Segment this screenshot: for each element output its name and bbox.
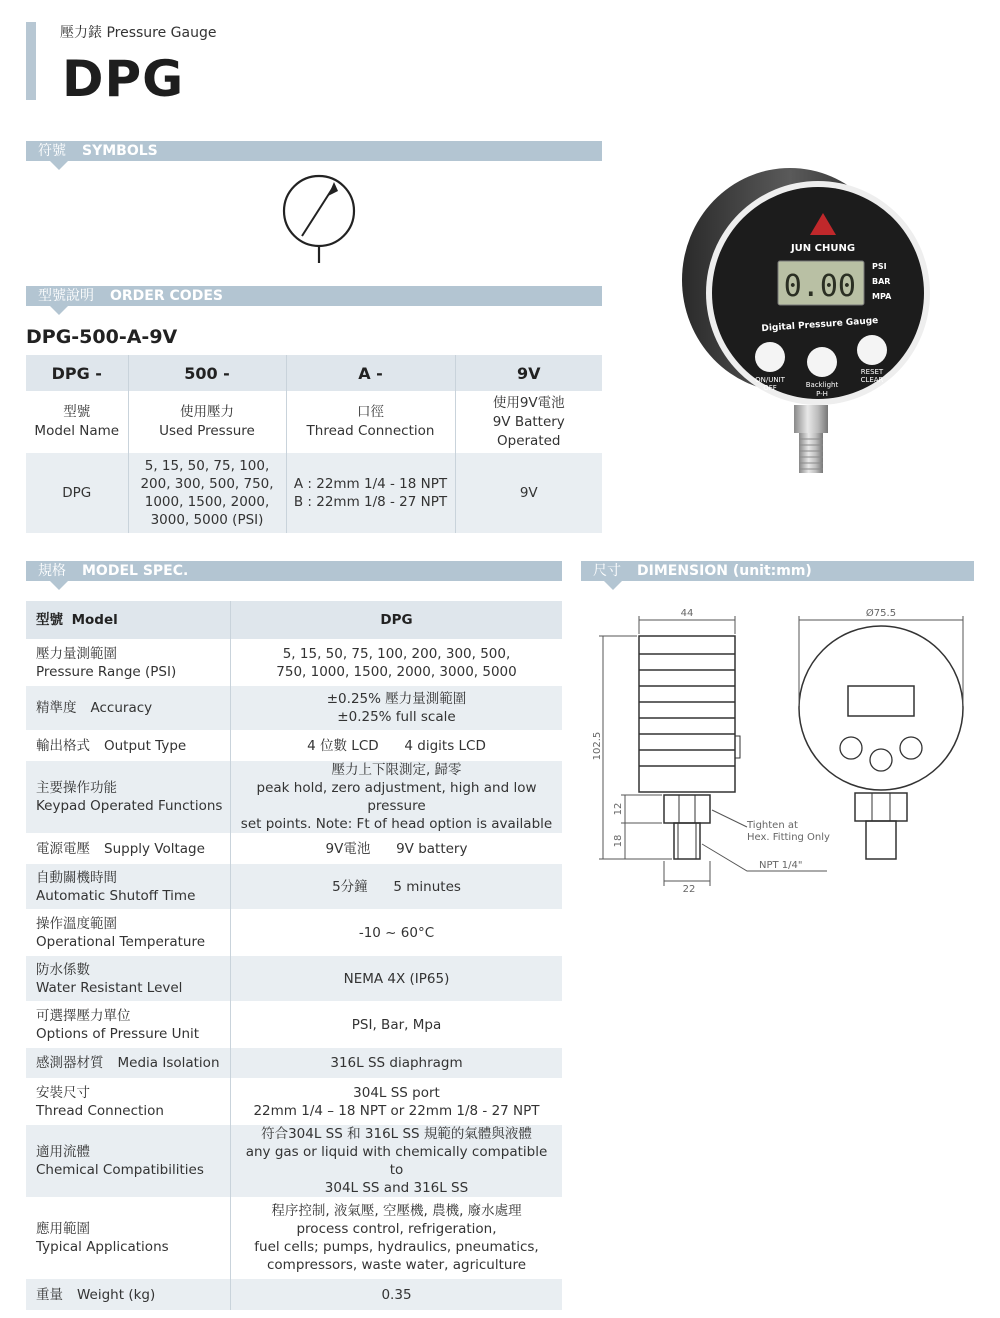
spec-key-zh: 可選擇壓力單位 xyxy=(36,1007,131,1024)
order-code-example: DPG-500-A-9V xyxy=(26,326,178,348)
unit-label: BAR xyxy=(872,277,891,286)
section-dimension-band xyxy=(581,561,974,581)
section-spec-en: MODEL SPEC. xyxy=(82,563,189,579)
spec-key-zh: 操作溫度範圍 xyxy=(36,915,117,932)
spec-key xyxy=(26,639,231,686)
spec-key-en: Keypad Operated Functions xyxy=(36,798,223,814)
product-photo xyxy=(680,165,940,485)
spec-row xyxy=(26,1001,562,1048)
order-code-header: DPG - xyxy=(26,355,128,391)
spec-row xyxy=(26,686,562,730)
spec-row xyxy=(26,1125,562,1197)
band-notch xyxy=(50,161,68,170)
order-desc-cell xyxy=(286,391,455,453)
band-notch xyxy=(50,306,68,315)
order-desc-cell xyxy=(26,391,128,453)
spec-row xyxy=(26,1279,562,1310)
button-label: P-H xyxy=(816,390,828,398)
spec-value xyxy=(231,1125,563,1197)
spec-row xyxy=(26,956,562,1001)
dim-note: Hex. Fitting Only xyxy=(747,832,830,843)
product-label: Digital Pressure Gauge xyxy=(761,315,879,335)
spec-key xyxy=(26,1279,231,1310)
spec-value: 5分鐘 5 minutes xyxy=(231,864,563,909)
spec-value-line: 壓力上下限測定, 歸零 xyxy=(331,762,462,778)
spec-header-key xyxy=(26,601,231,639)
spec-key-zh: 重量 xyxy=(36,1286,63,1303)
order-desc-cell xyxy=(128,391,286,453)
spec-row xyxy=(26,639,562,686)
spec-key-en: Accuracy xyxy=(90,700,153,716)
spec-row xyxy=(26,730,562,761)
spec-key-zh: 安裝尺寸 xyxy=(36,1084,90,1101)
page-title: DPG xyxy=(62,50,185,108)
spec-key-zh: 防水係數 xyxy=(36,961,90,978)
order-codes-value-row xyxy=(26,453,602,533)
thread-line: B : 22mm 1/8 - 27 NPT xyxy=(293,494,448,510)
spec-key-zh: 適用流體 xyxy=(36,1144,90,1160)
spec-key-zh: 應用範圍 xyxy=(36,1221,90,1237)
spec-value-line: 304L SS and 316L SS xyxy=(324,1180,469,1196)
dim-npt-label: NPT 1/4" xyxy=(759,860,803,871)
pressure-gauge-symbol-icon xyxy=(278,170,360,266)
spec-key xyxy=(26,956,231,1001)
spec-value-line: 304L SS port xyxy=(353,1084,440,1101)
spec-key xyxy=(26,1078,231,1125)
spec-key-zh: 電源電壓 xyxy=(36,840,90,857)
spec-row xyxy=(26,833,562,864)
section-dim-en: DIMENSION (unit:mm) xyxy=(637,563,812,579)
spec-value: PSI, Bar, Mpa xyxy=(231,1001,563,1048)
spec-key xyxy=(26,864,231,909)
spec-key-en: Operational Temperature xyxy=(36,933,206,950)
spec-value: 316L SS diaphragm xyxy=(231,1048,563,1078)
spec-key xyxy=(26,909,231,956)
spec-key-en: Automatic Shutoff Time xyxy=(36,887,196,904)
spec-header-value: DPG xyxy=(231,601,563,639)
order-desc-cell xyxy=(455,391,602,453)
spec-key-zh: 壓力量測範圍 xyxy=(36,645,117,662)
spec-key-zh: 型號 xyxy=(36,612,63,628)
spec-value-line: compressors, waste water, agriculture xyxy=(266,1257,527,1273)
spec-row xyxy=(26,761,562,833)
spec-key-en: Supply Voltage xyxy=(104,840,205,857)
button-label: ON/UNIT xyxy=(755,376,785,384)
order-code-header: A - xyxy=(286,355,455,391)
order-code-header: 9V xyxy=(455,355,602,391)
spec-key-zh: 自動關機時間 xyxy=(36,869,117,886)
front-view-face xyxy=(799,626,963,790)
spec-key-en: Options of Pressure Unit xyxy=(36,1025,200,1042)
band-notch xyxy=(50,581,68,590)
title-accent-bar xyxy=(26,22,36,100)
order-value-battery: 9V xyxy=(455,453,602,533)
section-order-zh: 型號說明 xyxy=(38,288,94,304)
section-order-codes-band xyxy=(26,286,602,306)
reset-button xyxy=(857,335,887,365)
spec-key-zh: 感測器材質 xyxy=(36,1055,104,1071)
order-value-pressure xyxy=(128,453,286,533)
spec-key xyxy=(26,1048,231,1078)
button-label: Backlight xyxy=(805,381,839,389)
section-symbols-en: SYMBOLS xyxy=(82,143,158,159)
spec-value-line: any gas or liquid with chemically compatible to xyxy=(245,1144,548,1178)
dim-hex-width-label: 22 xyxy=(682,884,696,895)
spec-value-line: fuel cells; pumps, hydraulics, pneumatics, xyxy=(254,1239,539,1255)
spec-value-line: 5, 15, 50, 75, 100, 200, 300, 500, xyxy=(282,645,511,662)
button-label: CLEAR xyxy=(860,376,884,384)
spec-row xyxy=(26,909,562,956)
spec-key-en: Output Type xyxy=(104,737,187,754)
pressure-line: 200, 300, 500, 750, xyxy=(140,476,274,492)
pressure-line: 1000, 1500, 2000, xyxy=(144,494,270,510)
spec-key xyxy=(26,1001,231,1048)
spec-value: 0.35 xyxy=(231,1279,563,1310)
lcd-reading: 0.00 xyxy=(783,269,856,304)
desc-en: Model Name xyxy=(34,423,120,439)
spec-value-line: 750, 1000, 1500, 2000, 3000, 5000 xyxy=(276,663,517,680)
backlight-button xyxy=(807,347,837,377)
button-label: OFF xyxy=(763,384,777,392)
button-label: RESET xyxy=(860,368,884,376)
spec-key-en: Media Isolation xyxy=(117,1055,220,1071)
spec-value xyxy=(231,1197,563,1279)
spec-value-line: process control, refrigeration, xyxy=(296,1221,497,1237)
pressure-line: 5, 15, 50, 75, 100, xyxy=(144,458,270,474)
brand-name: JUN CHUNG xyxy=(790,243,856,254)
spec-key-en: Chemical Compatibilities xyxy=(36,1162,204,1178)
desc-zh: 使用壓力 xyxy=(180,404,234,420)
pressure-line: 3000, 5000 (PSI) xyxy=(150,512,264,528)
thread-line: A : 22mm 1/4 - 18 NPT xyxy=(293,476,448,492)
dim-diameter-label: Ø75.5 xyxy=(865,608,897,619)
spec-key-en: Pressure Range (PSI) xyxy=(36,663,177,680)
desc-en: Used Pressure xyxy=(159,423,255,439)
spec-key-zh: 精準度 xyxy=(36,700,77,716)
section-dim-zh: 尺寸 xyxy=(593,563,621,579)
section-model-spec-band xyxy=(26,561,562,581)
spec-value: 9V電池 9V battery xyxy=(231,833,563,864)
hex-fitting xyxy=(794,405,828,433)
dim-hex-label: 12 xyxy=(613,802,624,816)
order-value-model: DPG xyxy=(26,453,128,533)
spec-key-en: Model xyxy=(71,612,118,628)
model-spec-table xyxy=(26,601,562,1310)
order-code-header: 500 - xyxy=(128,355,286,391)
spec-value xyxy=(231,761,563,833)
spec-row xyxy=(26,1078,562,1125)
spec-value-line: set points. Note: Ft of head option is available xyxy=(240,816,553,832)
desc-en: Thread Connection xyxy=(306,423,435,439)
desc-zh: 型號 xyxy=(63,404,91,420)
spec-key-zh: 輸出格式 xyxy=(36,737,90,754)
spec-key xyxy=(26,730,231,761)
on-unit-button xyxy=(755,342,785,372)
unit-label: PSI xyxy=(872,262,887,271)
spec-value-line: peak hold, zero adjustment, high and low pressure xyxy=(256,780,537,814)
spec-value-line: ±0.25% 壓力量測範圍 xyxy=(326,691,467,707)
spec-key xyxy=(26,833,231,864)
spec-key xyxy=(26,1125,231,1197)
spec-row xyxy=(26,1197,562,1279)
spec-value: 4 位數 LCD 4 digits LCD xyxy=(231,730,563,761)
page-subtitle: 壓力錶 Pressure Gauge xyxy=(60,25,217,41)
band-notch xyxy=(604,581,622,590)
spec-key-en: Typical Applications xyxy=(36,1239,169,1255)
spec-key-en: Water Resistant Level xyxy=(36,979,183,996)
spec-key-zh: 主要操作功能 xyxy=(36,780,117,796)
order-value-thread xyxy=(286,453,455,533)
spec-value xyxy=(231,1078,563,1125)
spec-key xyxy=(26,686,231,730)
spec-value xyxy=(231,639,563,686)
spec-value-line: 22mm 1/4 – 18 NPT or 22mm 1/8 - 27 NPT xyxy=(253,1102,540,1119)
spec-row xyxy=(26,864,562,909)
side-view-body xyxy=(639,636,735,792)
section-symbols-band xyxy=(26,141,602,161)
spec-value xyxy=(231,686,563,730)
spec-value-line: ±0.25% full scale xyxy=(337,709,456,725)
spec-value-line: 符合304L SS 和 316L SS 規範的氣體與液體 xyxy=(261,1126,532,1142)
spec-key-en: Thread Connection xyxy=(36,1102,164,1119)
spec-value-line: 程序控制, 液氣壓, 空壓機, 農機, 廢水處理 xyxy=(271,1203,522,1219)
unit-label: MPA xyxy=(872,292,892,301)
dim-thread-label: 18 xyxy=(613,834,624,848)
spec-key xyxy=(26,761,231,833)
desc-zh: 口徑 xyxy=(357,404,384,420)
spec-row xyxy=(26,1048,562,1078)
spec-key-en: Weight (kg) xyxy=(77,1286,156,1303)
spec-value: -10 ~ 60°C xyxy=(231,909,563,956)
dimension-drawing xyxy=(581,596,981,906)
dim-note: Tighten at xyxy=(747,820,798,831)
section-symbols-zh: 符號 xyxy=(38,143,66,159)
dim-height-label: 102.5 xyxy=(592,731,603,761)
order-codes-table xyxy=(26,355,602,533)
order-codes-desc-row xyxy=(26,391,602,453)
section-spec-zh: 規格 xyxy=(38,563,66,579)
order-codes-header-row xyxy=(26,355,602,391)
spec-header-row xyxy=(26,601,562,639)
spec-value: NEMA 4X (IP65) xyxy=(231,956,563,1001)
desc-en: 9V Battery Operated xyxy=(492,413,565,449)
spec-key xyxy=(26,1197,231,1279)
section-order-en: ORDER CODES xyxy=(110,288,223,304)
desc-zh: 使用9V電池 xyxy=(492,394,565,411)
side-view-hex xyxy=(664,795,710,823)
dim-width-label: 44 xyxy=(680,608,694,619)
